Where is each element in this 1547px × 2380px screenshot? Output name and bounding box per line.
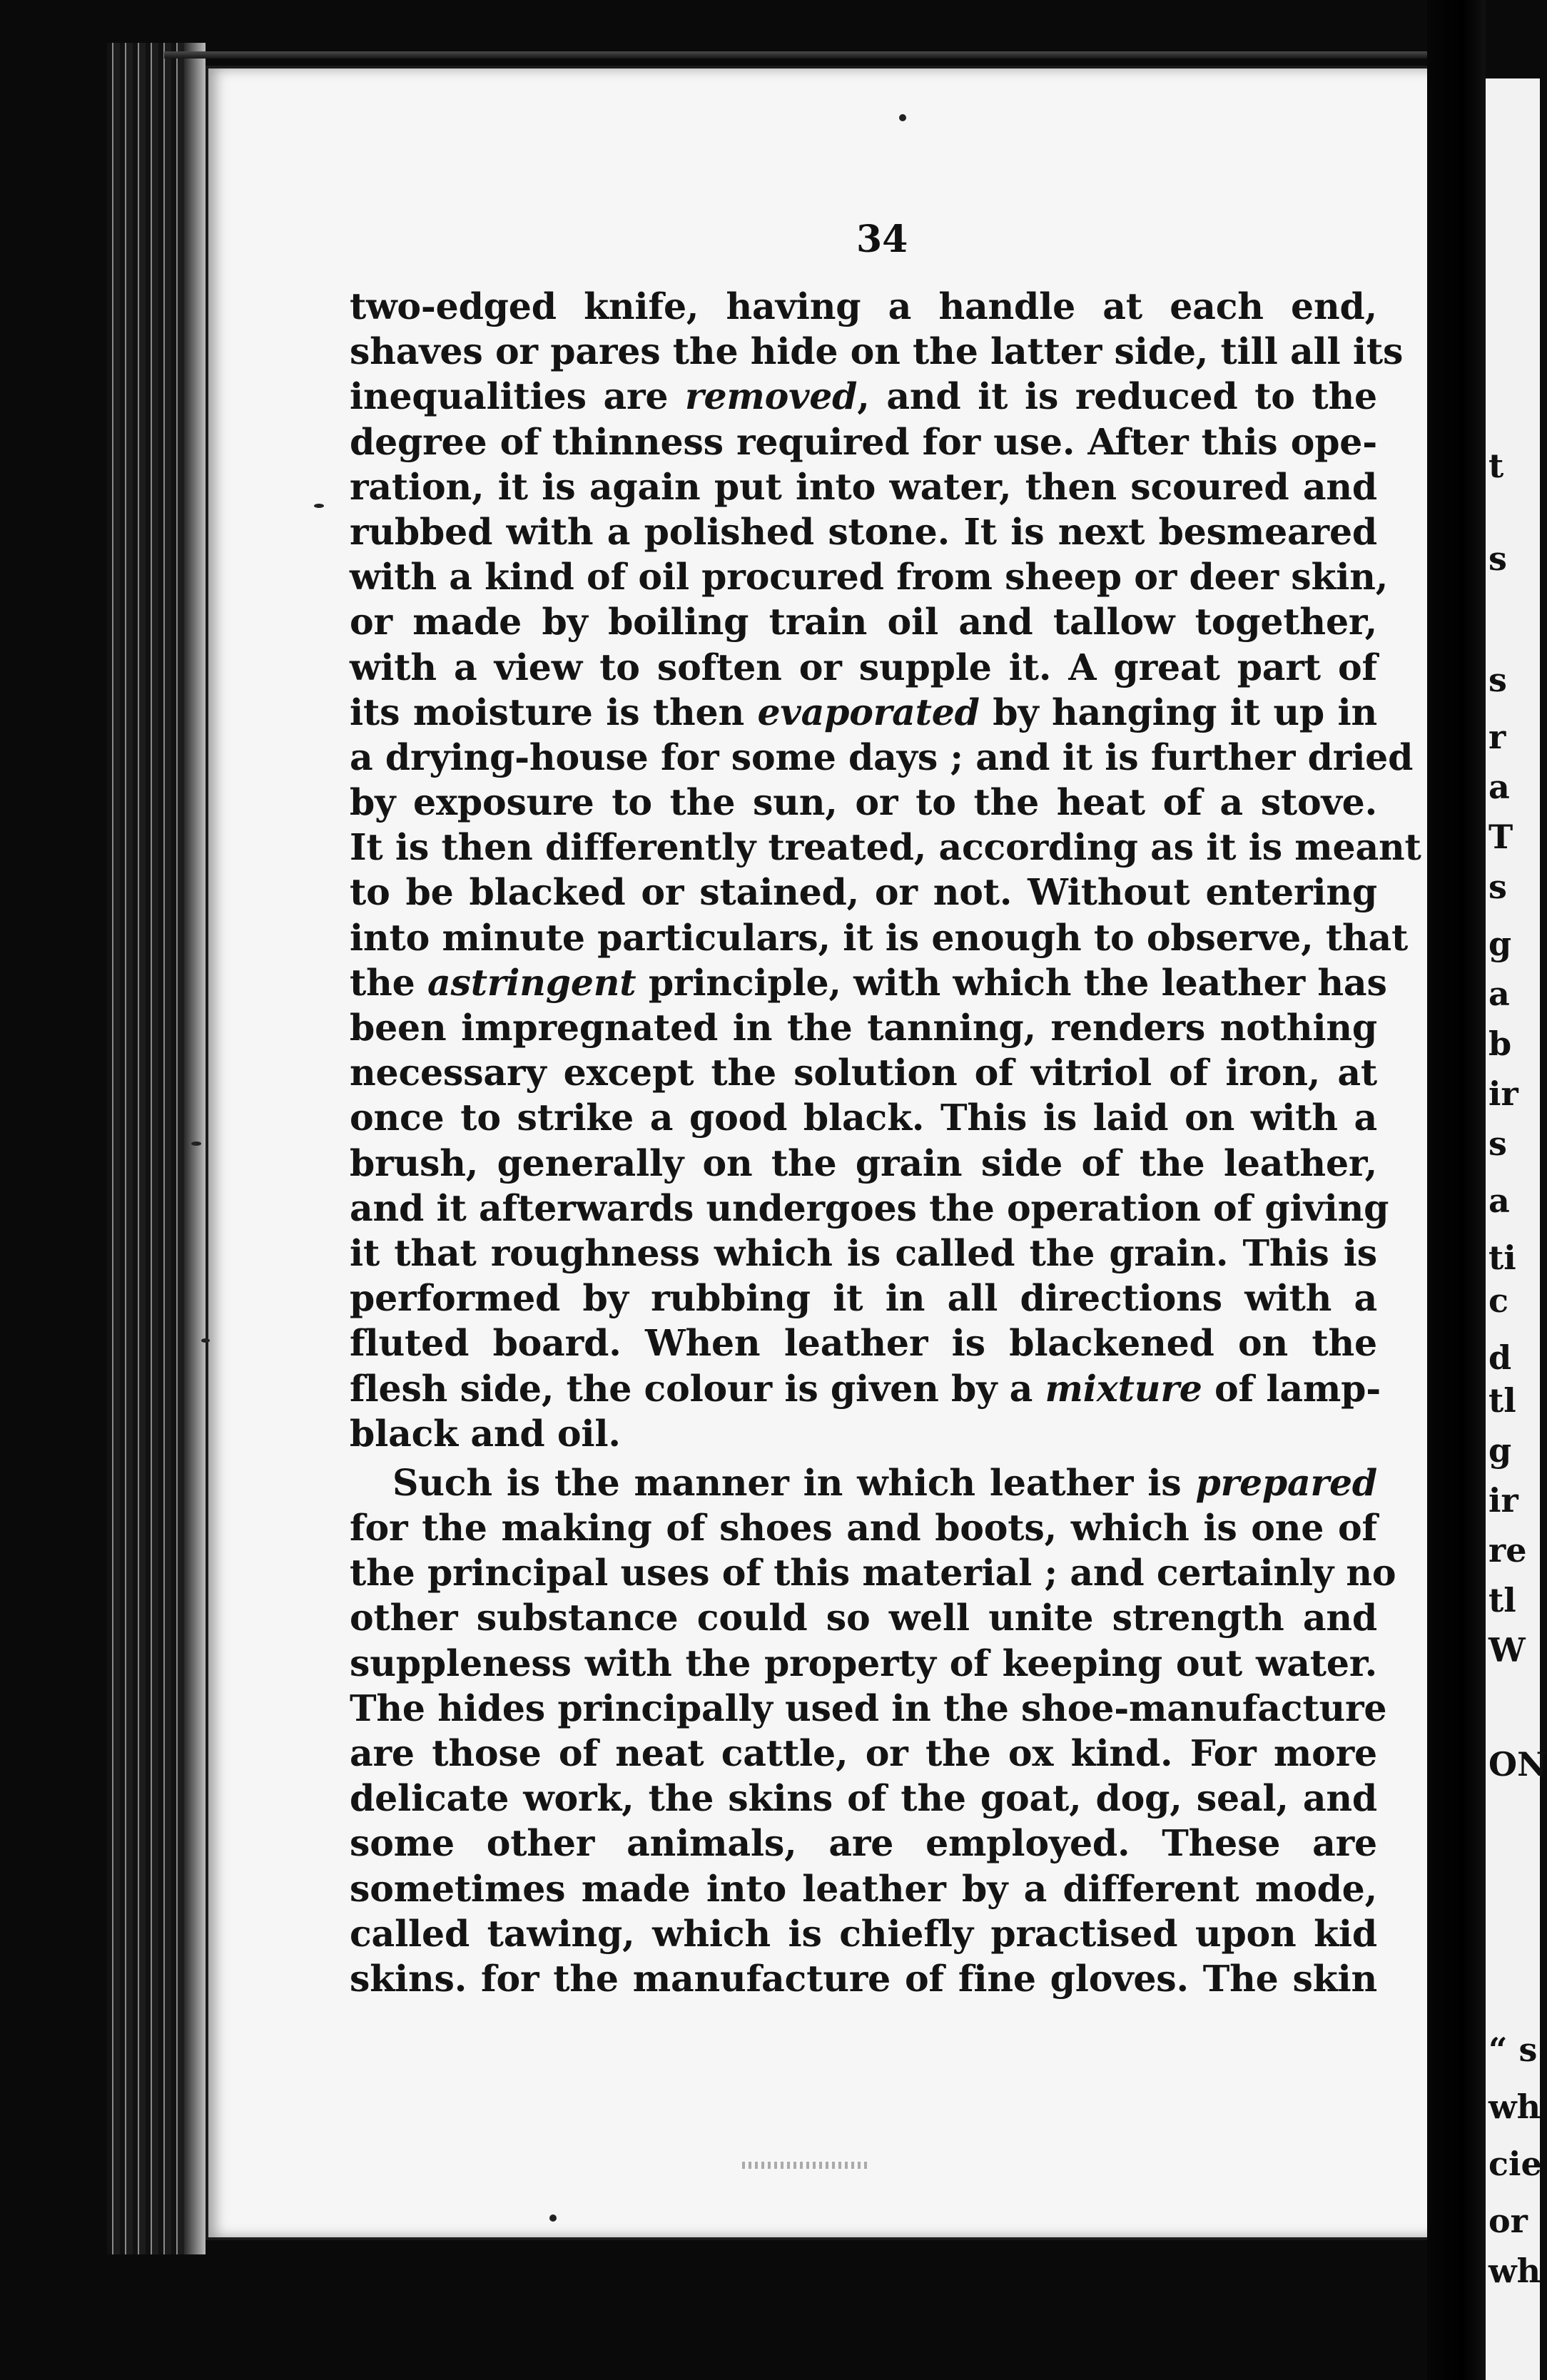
next-page-text-fragment: tl	[1488, 1381, 1516, 1420]
text-run: by hanging it up in	[979, 691, 1377, 733]
text-line: called tawing, which is chiefly practised upon kid	[350, 1912, 1377, 1955]
text-line	[350, 690, 1377, 735]
text-line: it that roughness which is called the grain. This is	[350, 1231, 1377, 1274]
italic-word: evaporated	[757, 691, 980, 733]
text-line: other substance could so well unite strength and	[350, 1597, 1377, 1639]
text-line: brush, generally on the grain side of the leather,	[350, 1141, 1377, 1184]
page-gutter	[1427, 0, 1486, 2380]
next-page-text-fragment: or	[1488, 2202, 1528, 2240]
text-line: The hides principally used in the shoe-manufacture	[350, 1687, 1387, 1729]
next-page-text-fragment: cie	[1488, 2145, 1542, 2183]
page-top-edge	[164, 51, 1456, 59]
next-page-text-fragment: ir	[1488, 1481, 1518, 1520]
text-line: rubbed with a polished stone. It is next besmeared	[350, 510, 1377, 553]
next-page-text-fragment: tl	[1488, 1581, 1516, 1619]
page-number: 34	[856, 218, 908, 261]
next-page-edge	[1486, 78, 1547, 2380]
text-line: once to strike a good black. This is laid on with a	[350, 1097, 1377, 1139]
text-line: for the making of shoes and boots, which is one of	[350, 1507, 1377, 1550]
text-line: or made by boiling train oil and tallow together,	[350, 601, 1377, 644]
next-page-text-fragment: r	[1488, 718, 1506, 756]
text-line: delicate work, the skins of the goat, dog, seal, and	[350, 1777, 1377, 1820]
text-line: black and oil.	[350, 1412, 621, 1455]
text-line: with a view to soften or supple it. A great part of	[350, 646, 1377, 688]
text-line: into minute particulars, it is enough to observe, that	[350, 916, 1409, 959]
text-line	[350, 1366, 1381, 1411]
next-page-text-fragment: s	[1488, 1124, 1507, 1163]
next-page-text-fragment: t	[1488, 447, 1504, 485]
text-line: two-edged knife, having a handle at each end,	[350, 285, 1377, 327]
next-page-text-fragment: ir	[1488, 1074, 1518, 1113]
text-run: its moisture is then	[350, 691, 758, 733]
italic-word: removed	[685, 375, 858, 418]
text-line	[350, 1460, 1377, 1505]
italic-word: prepared	[1195, 1461, 1377, 1504]
next-page-text-fragment: d	[1488, 1338, 1512, 1377]
next-page-text-fragment: W	[1488, 1631, 1526, 1669]
text-line	[350, 374, 1377, 419]
text-line: shaves or pares the hide on the latter side, till all its	[350, 330, 1404, 373]
print-speck	[549, 2214, 557, 2222]
next-page-text-fragment: wh	[1488, 2087, 1541, 2126]
text-line: degree of thinness required for use. After this ope-	[350, 420, 1377, 463]
next-page-text-fragment: b	[1488, 1024, 1512, 1063]
text-line: by exposure to the sun, or to the heat of a stove.	[350, 781, 1377, 824]
text-run: inequalities are	[350, 375, 686, 418]
next-page-text-fragment: a	[1488, 1181, 1510, 1220]
print-speck	[899, 114, 906, 121]
text-line: to be blacked or stained, or not. Without entering	[350, 871, 1377, 914]
text-line: sometimes made into leather by a different mode,	[350, 1867, 1377, 1910]
text-line: with a kind of oil procured from sheep or deer skin,	[350, 556, 1389, 599]
next-page-text-fragment: wh	[1488, 2252, 1541, 2290]
book-binding	[107, 43, 186, 2254]
text-run: , and it is reduced to the	[857, 375, 1377, 418]
text-line: ration, it is again put into water, then scoured and	[350, 465, 1377, 508]
next-page-text-fragment: ON	[1488, 1745, 1547, 1784]
text-run: principle, with which the leather has	[636, 961, 1387, 1004]
text-line: a drying-house for some days ; and it is further dried	[350, 736, 1414, 778]
text-line: some other animals, are employed. These are	[350, 1822, 1377, 1865]
italic-word: mixture	[1045, 1367, 1202, 1410]
text-run: flesh side, the colour is given by a	[350, 1367, 1045, 1410]
next-page-text-fragment: ti	[1488, 1239, 1516, 1277]
body-text	[350, 284, 1421, 2001]
print-smudge	[742, 2162, 871, 2169]
text-line: skins. for the manufacture of fine gloves. The skin	[350, 1957, 1377, 2000]
print-speck	[191, 1141, 201, 1146]
text-line: are those of neat cattle, or the ox kind. For more	[350, 1732, 1377, 1774]
text-line: suppleness with the property of keeping out water.	[350, 1642, 1377, 1684]
next-page-text-fragment: re	[1488, 1531, 1527, 1570]
text-run: Such is the manner in which leather is	[392, 1461, 1196, 1504]
next-page-text-fragment: g	[1488, 1431, 1512, 1470]
text-run: the	[350, 961, 427, 1004]
text-line	[350, 960, 1387, 1005]
text-line: It is then differently treated, according as it is meant	[350, 826, 1421, 869]
next-page-text-fragment: s	[1488, 661, 1507, 699]
next-page-text-fragment: s	[1488, 868, 1507, 906]
next-page-text-fragment: g	[1488, 925, 1512, 963]
text-run: of lamp-	[1202, 1367, 1381, 1410]
next-page-text-fragment: c	[1488, 1281, 1509, 1320]
next-page-text-fragment: a	[1488, 768, 1510, 806]
next-page-text-fragment: a	[1488, 975, 1510, 1013]
italic-word: astringent	[427, 961, 636, 1004]
next-page-text-fragment: “ s	[1488, 2030, 1538, 2069]
text-line: and it afterwards undergoes the operation of giving	[350, 1186, 1389, 1229]
print-speck	[201, 1338, 210, 1343]
next-page-text-fragment: s	[1488, 539, 1507, 578]
text-line: the principal uses of this material ; and certainly no	[350, 1552, 1396, 1595]
text-line: performed by rubbing it in all directions with a	[350, 1277, 1377, 1320]
print-speck	[314, 504, 324, 508]
text-line: fluted board. When leather is blackened on the	[350, 1322, 1377, 1365]
next-page-text-fragment: T	[1488, 818, 1513, 856]
binding-shadow	[184, 43, 206, 2254]
text-line: necessary except the solution of vitriol of iron, at	[350, 1052, 1377, 1094]
text-line: been impregnated in the tanning, renders nothing	[350, 1007, 1377, 1049]
